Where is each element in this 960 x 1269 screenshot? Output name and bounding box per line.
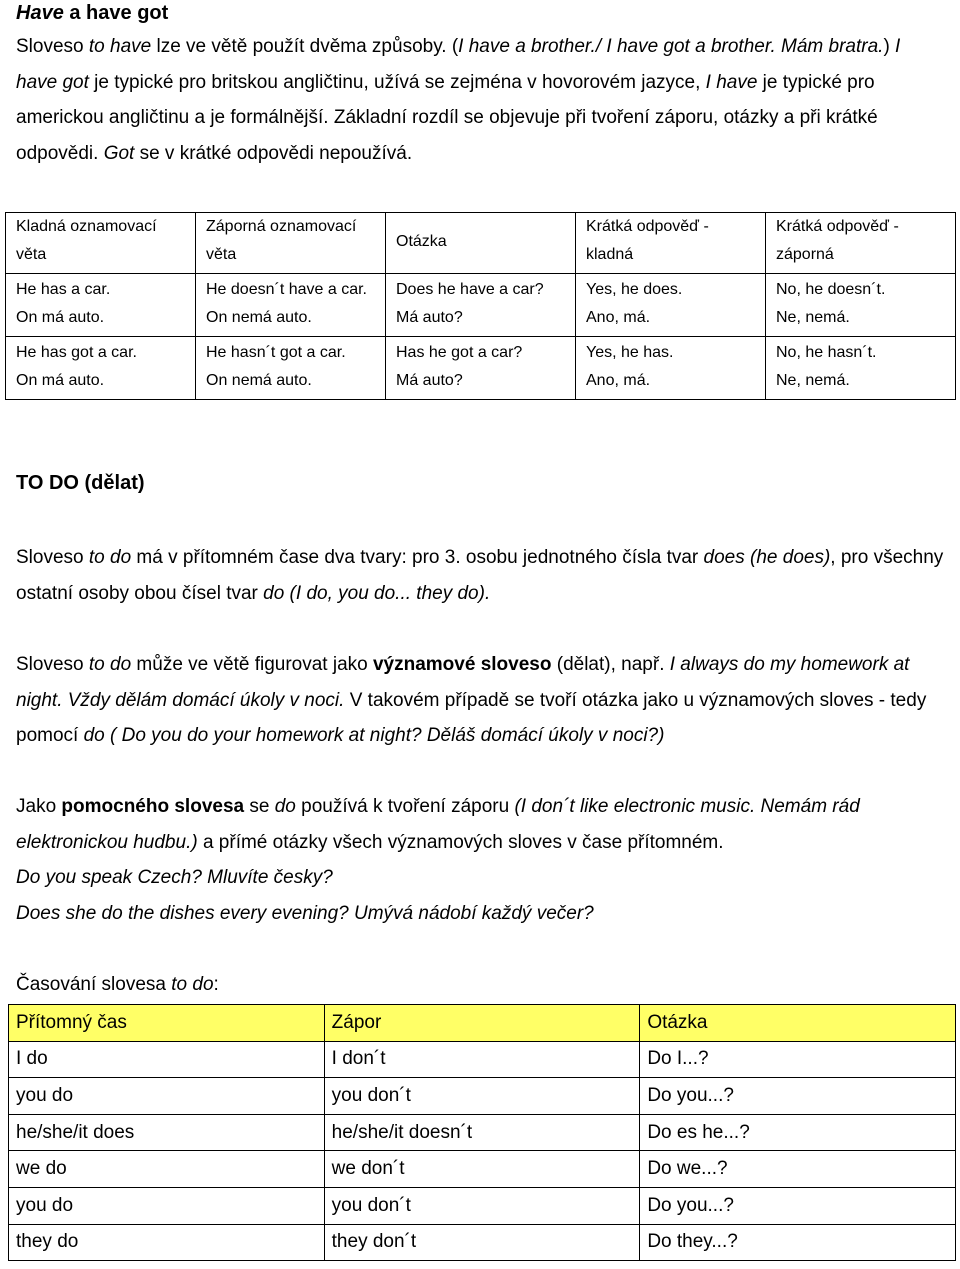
table-row	[9, 1078, 956, 1115]
header-cell	[6, 213, 196, 274]
text-run: se v krátké odpovědi nepoužívá.	[134, 142, 413, 164]
text-run: does (he does)	[703, 547, 831, 568]
cell-cz: Má auto?	[396, 372, 463, 389]
table-cell: I do	[9, 1041, 325, 1078]
header-cell: Otázka	[640, 1005, 956, 1042]
cell-cz: On má auto.	[16, 309, 105, 326]
table-row	[9, 1187, 956, 1224]
title-italic: Have	[16, 2, 64, 24]
table-cell: Do we...?	[640, 1151, 956, 1188]
text-run: do (I do, you do... they do).	[263, 582, 491, 604]
page-title	[16, 0, 168, 26]
conjugation-text: Časování slovesa	[16, 974, 172, 995]
section-heading-to-do: TO DO (dělat)	[16, 472, 145, 494]
text-run: do ( Do you do your homework at night? Děláš domácí úkoly v noci?)	[83, 725, 665, 746]
table-cell	[576, 274, 766, 337]
example-text: Does she do the dishes every evening? Umývá nádobí každý večer?	[16, 903, 594, 924]
table-cell: you don´t	[324, 1187, 640, 1224]
cell-en: He doesn´t have a car.	[206, 281, 367, 298]
to-do-forms-paragraph	[16, 540, 946, 611]
table-cell: they don´t	[324, 1224, 640, 1261]
title-rest: a have got	[63, 2, 169, 24]
cell-cz: Ne, nemá.	[776, 309, 850, 326]
text-run: Sloveso	[16, 654, 89, 675]
table-cell: I don´t	[324, 1041, 640, 1078]
cell-en: Yes, he does.	[586, 281, 683, 298]
header-cell	[766, 213, 956, 274]
conjugation-verb: to do	[171, 974, 214, 995]
table-cell: Do you...?	[640, 1078, 956, 1115]
text-run: Jako	[16, 796, 62, 817]
table-cell	[196, 337, 386, 400]
cell-en: No, he doesn´t.	[776, 281, 886, 298]
header-text: Krátká odpověď - kladná	[586, 218, 709, 263]
cell-cz: On nemá auto.	[206, 372, 312, 389]
table-cell	[196, 274, 386, 337]
conjugation-header-row	[9, 1005, 956, 1042]
text-run: (I don´t like electronic music. Nemám rád elektronickou hudbu.)	[16, 796, 860, 853]
table-cell: they do	[9, 1224, 325, 1261]
have-got-table	[5, 212, 956, 400]
table-row	[6, 274, 956, 337]
table-row	[9, 1114, 956, 1151]
table-cell: you don´t	[324, 1078, 640, 1115]
text-run: významové sloveso	[372, 654, 552, 675]
text-run: I have	[705, 71, 758, 93]
text-run: I have got	[16, 36, 901, 93]
text-run: (dělat), např.	[551, 654, 670, 675]
cell-en: He has got a car.	[16, 344, 137, 361]
header-cell	[196, 213, 386, 274]
cell-en: He has a car.	[16, 281, 111, 298]
text-run: I always do my homework at night. Vždy dělám domácí úkoly v noci.	[16, 654, 910, 711]
text-run: může ve větě figurovat jako	[131, 654, 373, 675]
text-run: pomocného slovesa	[61, 796, 245, 817]
table-cell: Do you...?	[640, 1187, 956, 1224]
table-cell: you do	[9, 1187, 325, 1224]
table-cell: you do	[9, 1078, 325, 1115]
text-run: a přímé otázky všech významových sloves v čase přítomném.	[197, 831, 724, 853]
text-run: do	[274, 796, 296, 817]
example-sentence	[16, 860, 946, 896]
text-run: Sloveso	[16, 36, 89, 57]
table-row	[9, 1224, 956, 1261]
header-text: Kladná oznamovací věta	[16, 218, 157, 263]
table-cell	[6, 274, 196, 337]
table-cell	[386, 337, 576, 400]
text-run: Sloveso	[16, 547, 89, 568]
cell-cz: Má auto?	[396, 309, 463, 326]
text-run: to have	[88, 36, 152, 57]
table-cell	[6, 337, 196, 400]
cell-en: No, he hasn´t.	[776, 344, 877, 361]
table-cell: he/she/it does	[9, 1114, 325, 1151]
text-run: Got	[103, 142, 135, 164]
intro-paragraph	[16, 29, 946, 171]
text-run: )	[883, 36, 896, 57]
text-run: je typické pro americkou angličtinu a je formálnější. Základní rozdíl se objevuje při tvoření záporu, otázky a při krátké odpovědi.	[16, 71, 878, 164]
text-run: I have a brother./ I have got a brother. Mám bratra.	[458, 36, 884, 57]
text-run: má v přítomném čase dva tvary: pro 3. osobu jednotného čísla tvar	[131, 547, 704, 568]
table-cell	[386, 274, 576, 337]
header-cell	[576, 213, 766, 274]
text-run: používá k tvoření záporu	[295, 796, 515, 817]
cell-en: He hasn´t got a car.	[206, 344, 346, 361]
auxiliary-verb-paragraph	[16, 789, 946, 860]
table-cell: he/she/it doesn´t	[324, 1114, 640, 1151]
text-run: se	[244, 796, 275, 817]
cell-cz: On nemá auto.	[206, 309, 312, 326]
cell-cz: Ano, má.	[586, 309, 651, 326]
text-run: lze ve větě použít dvěma způsoby. (	[151, 36, 459, 57]
table-cell: Do I...?	[640, 1041, 956, 1078]
example-text: Do you speak Czech? Mluvíte česky?	[16, 867, 333, 888]
conjugation-label	[16, 967, 946, 1003]
header-cell	[386, 213, 576, 274]
conjugation-table	[8, 1004, 956, 1261]
table-cell	[766, 337, 956, 400]
cell-en: Has he got a car?	[396, 344, 523, 361]
header-cell: Přítomný čas	[9, 1005, 325, 1042]
header-text: Otázka	[396, 233, 447, 250]
table-cell: Do they...?	[640, 1224, 956, 1261]
example-sentence	[16, 896, 946, 932]
cell-cz: On má auto.	[16, 372, 105, 389]
header-text: Krátká odpověď - záporná	[776, 218, 899, 263]
cell-en: Does he have a car?	[396, 281, 544, 298]
text-run: , pro všechny ostatní osoby obou čísel tvar	[16, 547, 944, 604]
table-cell	[766, 274, 956, 337]
meaning-verb-paragraph	[16, 647, 946, 754]
text-run: je typické pro britskou angličtinu, užívá se zejména v hovorovém jazyce,	[88, 71, 706, 93]
header-text: Záporná oznamovací věta	[206, 218, 357, 263]
table-cell: we don´t	[324, 1151, 640, 1188]
header-cell: Zápor	[324, 1005, 640, 1042]
cell-en: Yes, he has.	[586, 344, 674, 361]
text-run: to do	[88, 547, 132, 568]
cell-cz: Ano, má.	[586, 372, 651, 389]
table-row	[9, 1041, 956, 1078]
cell-cz: Ne, nemá.	[776, 372, 850, 389]
table-row	[9, 1151, 956, 1188]
conjugation-colon: :	[213, 974, 219, 995]
table-cell: we do	[9, 1151, 325, 1188]
table-cell	[576, 337, 766, 400]
table-header-row	[6, 213, 956, 274]
table-row	[6, 337, 956, 400]
text-run: V takovém případě se tvoří otázka jako u významových sloves - tedy pomocí	[16, 689, 927, 746]
table-cell: Do es he...?	[640, 1114, 956, 1151]
text-run: to do	[88, 654, 132, 675]
